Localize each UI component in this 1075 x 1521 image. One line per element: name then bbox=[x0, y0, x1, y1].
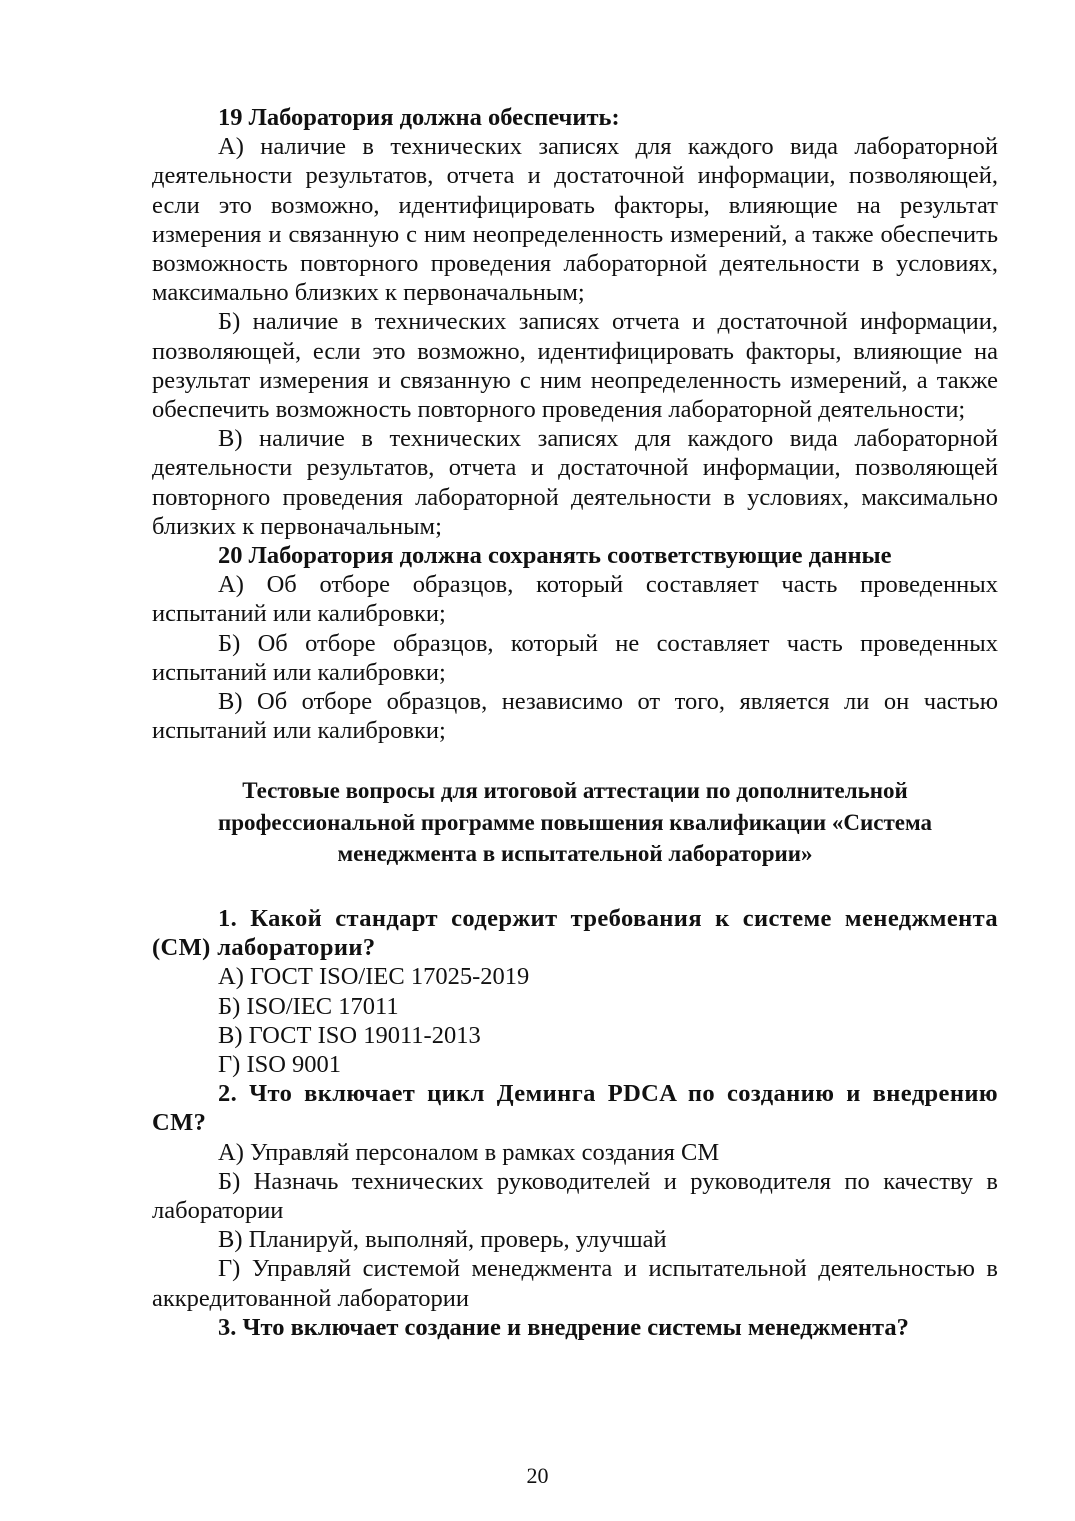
question-1-option-v: В) ГОСТ ISO 19011-2013 bbox=[218, 1021, 481, 1049]
heading-line-1: Тестовые вопросы для итоговой аттестации по дополнительной bbox=[242, 778, 908, 804]
section-19-title: 19 Лаборатория должна обеспечить: bbox=[218, 104, 620, 131]
spacer bbox=[152, 745, 998, 775]
spacer bbox=[152, 870, 998, 904]
section-19-option-a: А) наличие в технических записях для каждого вида лабораторной деятельности результатов, отчета и достаточной информации, позволяющей, если это возможно, идентифицировать факторы, влияющие на результат измерения и связанную с ним неопределенность измерений, а также обеспечить возможность повторного проведения лабораторной деятельности в условиях, максимально близких к первоначальным; bbox=[152, 133, 998, 307]
section-20-title: 20 Лаборатория должна сохранять соответствующие данные bbox=[218, 542, 892, 570]
section-20-option-v: В) Об отборе образцов, независимо от того, является ли он частью испытаний или калибровки; bbox=[152, 688, 998, 745]
section-20-option-a: А) Об отборе образцов, который составляет часть проведенных испытаний или калибровки; bbox=[152, 571, 998, 628]
question-2-title: 2. Что включает цикл Деминга PDCA по созданию и внедрению СМ? bbox=[152, 1080, 998, 1137]
question-3-title: 3. Что включает создание и внедрение системы менеджмента? bbox=[218, 1313, 909, 1341]
question-2-option-v: В) Планируй, выполняй, проверь, улучшай bbox=[218, 1226, 667, 1254]
test-questions-heading bbox=[195, 775, 955, 870]
question-1-option-a: А) ГОСТ ISO/IEC 17025-2019 bbox=[218, 963, 530, 991]
question-1-option-b: Б) ISO/IEC 17011 bbox=[218, 992, 399, 1020]
question-2-option-a: А) Управляй персоналом в рамках создания СМ bbox=[218, 1138, 720, 1166]
question-2-option-b: Б) Назначь технических руководителей и руководителя по качеству в лаборатории bbox=[152, 1167, 998, 1224]
question-2-option-g: Г) Управляй системой менеджмента и испытательной деятельностью в аккредитованной лаборатории bbox=[152, 1255, 998, 1312]
page-number: 20 bbox=[526, 1463, 549, 1488]
heading-line-3: менеджмента в испытательной лаборатории» bbox=[337, 841, 813, 867]
heading-line-2: профессиональной программе повышения квалификации «Система bbox=[217, 809, 933, 835]
section-19-option-v: В) наличие в технических записях для каждого вида лабораторной деятельности результатов, отчета и достаточной информации, позволяющей повторного проведения лабораторной деятельности в условиях, максимально близких к первоначальным; bbox=[152, 425, 998, 540]
section-20-option-b: Б) Об отборе образцов, который не составляет часть проведенных испытаний или калибровки; bbox=[152, 629, 998, 686]
question-1-option-g: Г) ISO 9001 bbox=[218, 1050, 342, 1078]
question-1-title: 1. Какой стандарт содержит требования к системе менеджмента (СМ) лаборатории? bbox=[152, 904, 998, 962]
document-page bbox=[152, 103, 998, 1342]
section-19-option-b: Б) наличие в технических записях отчета и достаточной информации, позволяющей, если это возможно, идентифицировать факторы, влияющие на результат измерения и связанную с ним неопределенность измерений, а также обеспечить возможность повторного проведения лабораторной деятельности; bbox=[152, 308, 998, 424]
